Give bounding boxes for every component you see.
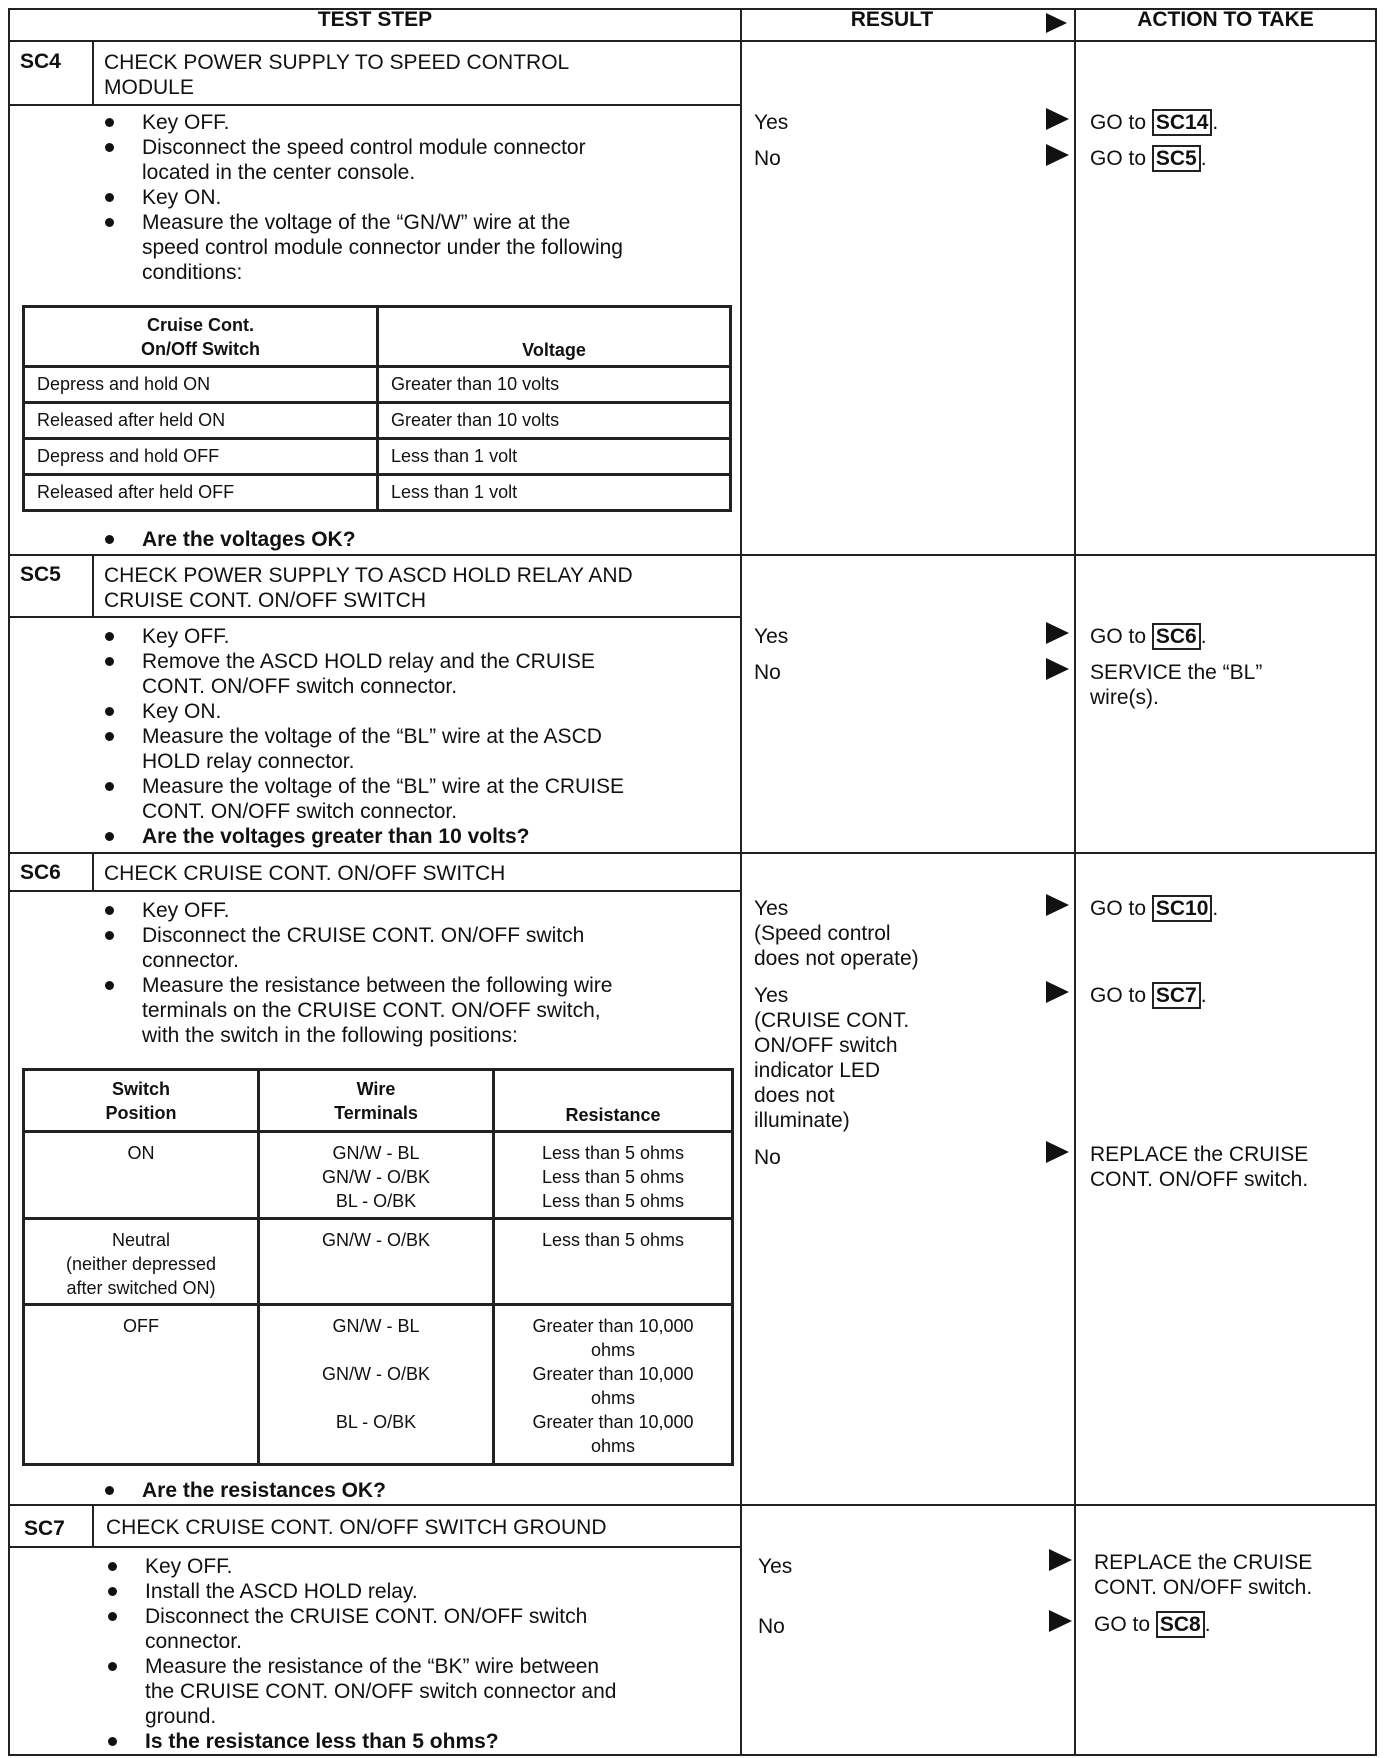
bullet-text: Key OFF. <box>142 625 230 648</box>
result-yes: Yes <box>754 625 789 648</box>
title-line: CHECK POWER SUPPLY TO SPEED CONTROL <box>104 51 570 74</box>
bullet-item <box>142 210 623 285</box>
action-suffix: . <box>1200 625 1207 648</box>
header-test-step: TEST STEP <box>317 8 433 31</box>
result-yes-speed-control <box>754 896 919 971</box>
result-text: does not <box>754 1084 835 1107</box>
bullet-text: Key OFF. <box>145 1555 233 1578</box>
bullet-text: Measure the resistance between the following wire <box>142 974 613 997</box>
action-replace-switch <box>1090 1142 1308 1192</box>
arrow-icon <box>1049 1610 1072 1632</box>
step-title-sc7 <box>106 1515 607 1540</box>
bullet-text: Measure the voltage of the “BL” wire at the CRUISE <box>142 775 625 798</box>
bullet-text: Key ON. <box>142 186 222 209</box>
bullet-text: Disconnect the CRUISE CONT. ON/OFF switch <box>145 1605 588 1628</box>
bullet-text: Install the ASCD HOLD relay. <box>145 1580 418 1603</box>
bullet-text: Measure the voltage of the “BL” wire at the ASCD <box>142 725 602 748</box>
bullet-question <box>142 1478 386 1503</box>
table-cell: Neutral (neither depressed after switched ON) <box>24 1219 259 1305</box>
step-id-sc6: SC6 <box>20 861 61 884</box>
result-yes: Yes <box>754 111 789 134</box>
rule-sc5-top <box>8 554 1377 556</box>
rule-sc5-title <box>8 616 740 618</box>
header-arrow-icon <box>1046 13 1067 33</box>
table-header: Wire Terminals <box>259 1070 494 1132</box>
action-text: GO to <box>1090 984 1147 1007</box>
result-yes: Yes <box>758 1555 793 1578</box>
rule-sc4-id <box>92 40 94 104</box>
action-text: GO to <box>1094 1613 1151 1636</box>
table-row <box>24 439 731 475</box>
table-cell: Greater than 10 volts <box>378 367 731 403</box>
action-text: GO to <box>1090 147 1147 170</box>
action-suffix: . <box>1212 111 1219 134</box>
action-text: GO to <box>1090 897 1147 920</box>
bullet-item <box>142 699 221 724</box>
question-text: Are the resistances OK? <box>142 1479 386 1502</box>
result-text: Yes <box>754 984 789 1007</box>
table-header: Switch Position <box>24 1070 259 1132</box>
table-header: Cruise Cont. On/Off Switch <box>24 307 378 367</box>
step-title-sc4 <box>104 50 569 100</box>
step-id-sc5: SC5 <box>20 563 61 586</box>
table-row <box>24 1219 733 1305</box>
action-goto-sc10 <box>1090 896 1218 921</box>
result-no: No <box>754 661 781 684</box>
bullet-text: with the switch in the following positions: <box>142 1024 518 1047</box>
arrow-icon <box>1046 622 1069 644</box>
rule-result-left <box>740 8 742 1756</box>
bullet-text: located in the center console. <box>142 161 416 184</box>
arrow-icon <box>1046 1141 1069 1163</box>
action-text: REPLACE the CRUISE <box>1090 1143 1309 1166</box>
title-line: CRUISE CONT. ON/OFF SWITCH <box>104 589 426 612</box>
action-suffix: . <box>1200 984 1207 1007</box>
bullet-text: connector. <box>142 949 239 972</box>
step-ref-link[interactable]: SC10 <box>1152 895 1213 922</box>
table-cell: Less than 1 volt <box>378 475 731 511</box>
bullet-item <box>145 1604 587 1654</box>
action-replace-switch <box>1094 1550 1312 1600</box>
bullet-question <box>142 527 356 552</box>
bullet-text: Key OFF. <box>142 111 230 134</box>
action-suffix: . <box>1212 897 1219 920</box>
step-ref-link[interactable]: SC8 <box>1156 1611 1205 1638</box>
action-goto-sc7 <box>1090 983 1207 1008</box>
bullet-text: speed control module connector under the following <box>142 236 623 259</box>
bullet-text: Remove the ASCD HOLD relay and the CRUISE <box>142 650 595 673</box>
question-text: Are the voltages OK? <box>142 528 356 551</box>
table-cell: Less than 1 volt <box>378 439 731 475</box>
step-ref-link[interactable]: SC14 <box>1152 109 1213 136</box>
arrow-icon <box>1046 144 1069 166</box>
rule-sc7-id <box>92 1504 94 1546</box>
bullet-text: HOLD relay connector. <box>142 750 355 773</box>
bullet-text: Disconnect the speed control module connector <box>142 136 586 159</box>
table-cell: OFF <box>24 1305 259 1465</box>
step-ref-link[interactable]: SC7 <box>1152 982 1201 1009</box>
table-row <box>24 367 731 403</box>
step-id-sc4: SC4 <box>20 50 61 73</box>
step-ref-link[interactable]: SC5 <box>1152 145 1201 172</box>
action-goto-sc8 <box>1094 1612 1211 1637</box>
table-row <box>24 475 731 511</box>
rule-sc6-top <box>8 852 1377 854</box>
result-text: indicator LED <box>754 1059 881 1082</box>
bullet-item <box>145 1579 418 1604</box>
question-text: Are the voltages greater than 10 volts? <box>142 825 530 848</box>
arrow-icon <box>1049 1549 1072 1571</box>
arrow-icon <box>1046 894 1069 916</box>
bullet-item <box>142 185 221 210</box>
result-text: (CRUISE CONT. <box>754 1009 910 1032</box>
result-text: does not operate) <box>754 947 919 970</box>
bullet-item <box>145 1554 233 1579</box>
action-goto-sc14 <box>1090 110 1218 135</box>
rule-sc6-title <box>8 890 740 892</box>
rule-header-bottom <box>8 40 1377 42</box>
action-text: SERVICE the “BL” <box>1090 661 1263 684</box>
table-cell: Depress and hold OFF <box>24 439 378 475</box>
result-text: ON/OFF switch <box>754 1034 898 1057</box>
table-cell: Released after held ON <box>24 403 378 439</box>
bullet-text: Key OFF. <box>142 899 230 922</box>
bullet-item <box>142 724 602 774</box>
title-line: MODULE <box>104 76 194 99</box>
table-cell: Depress and hold ON <box>24 367 378 403</box>
table-cell: Greater than 10 volts <box>378 403 731 439</box>
bullet-text: Measure the resistance of the “BK” wire between <box>145 1655 600 1678</box>
action-text: GO to <box>1090 111 1147 134</box>
table-cell: GN/W - O/BK <box>259 1219 494 1305</box>
bullet-text: connector. <box>145 1630 242 1653</box>
result-yes-led <box>754 983 909 1133</box>
rule-sc7-title <box>8 1546 740 1548</box>
rule-sc4-title <box>8 104 740 106</box>
bullet-question <box>142 824 529 849</box>
step-title-sc6 <box>104 861 505 886</box>
rule-action-left <box>1074 8 1076 1756</box>
table-header: Voltage <box>378 307 731 367</box>
result-text: Yes <box>754 897 789 920</box>
bullet-item <box>142 135 586 185</box>
arrow-icon <box>1046 981 1069 1003</box>
table-cell: GN/W - BL GN/W - O/BK BL - O/BK <box>259 1132 494 1219</box>
rule-sc5-id <box>92 554 94 616</box>
result-text: illuminate) <box>754 1109 850 1132</box>
title-line: CHECK POWER SUPPLY TO ASCD HOLD RELAY AND <box>104 564 633 587</box>
bullet-item <box>142 649 595 699</box>
action-text: REPLACE the CRUISE <box>1094 1551 1313 1574</box>
step-id-sc7: SC7 <box>24 1517 65 1540</box>
table-row <box>24 403 731 439</box>
rule-sc6-id <box>92 852 94 890</box>
bullet-text: Key ON. <box>142 700 222 723</box>
bullet-text: conditions: <box>142 261 243 284</box>
table-cell: ON <box>24 1132 259 1219</box>
bullet-text: CONT. ON/OFF switch connector. <box>142 800 458 823</box>
bullet-item <box>142 923 584 973</box>
table-row <box>24 1305 733 1465</box>
table-cell: Less than 5 ohms <box>494 1219 733 1305</box>
table-cell: Less than 5 ohms Less than 5 ohms Less than 5 ohms <box>494 1132 733 1219</box>
action-text: wire(s). <box>1090 686 1159 709</box>
result-text: (Speed control <box>754 922 891 945</box>
rule-bottom <box>8 1754 1377 1756</box>
step-title-sc5 <box>104 563 633 613</box>
bullet-item <box>142 898 230 923</box>
bullet-text: Disconnect the CRUISE CONT. ON/OFF switch <box>142 924 585 947</box>
title-line: CHECK CRUISE CONT. ON/OFF SWITCH <box>104 862 506 885</box>
result-no: No <box>754 1146 781 1169</box>
arrow-icon <box>1046 108 1069 130</box>
action-goto-sc5 <box>1090 146 1207 171</box>
rule-left <box>8 8 10 1756</box>
action-suffix: . <box>1204 1613 1211 1636</box>
bullet-text: the CRUISE CONT. ON/OFF switch connector and <box>145 1680 617 1703</box>
result-no: No <box>758 1615 785 1638</box>
rule-sc7-top <box>8 1504 1377 1506</box>
bullet-text: terminals on the CRUISE CONT. ON/OFF switch, <box>142 999 601 1022</box>
header-action: ACTION TO TAKE <box>1137 8 1314 31</box>
question-text: Is the resistance less than 5 ohms? <box>145 1730 499 1753</box>
bullet-item <box>142 774 624 824</box>
action-text: GO to <box>1090 625 1147 648</box>
bullet-item <box>142 973 612 1048</box>
table-row <box>24 1132 733 1219</box>
title-line: CHECK CRUISE CONT. ON/OFF SWITCH GROUND <box>106 1516 607 1539</box>
bullet-text: Measure the voltage of the “GN/W” wire at the <box>142 211 571 234</box>
bullet-question <box>145 1729 499 1754</box>
action-text: CONT. ON/OFF switch. <box>1094 1576 1313 1599</box>
action-suffix: . <box>1200 147 1207 170</box>
table-cell: Released after held OFF <box>24 475 378 511</box>
resistance-table <box>22 1068 734 1466</box>
arrow-icon <box>1046 658 1069 680</box>
step-ref-link[interactable]: SC6 <box>1152 623 1201 650</box>
voltage-table <box>22 305 732 512</box>
rule-right <box>1375 8 1377 1756</box>
bullet-item <box>145 1654 616 1729</box>
bullet-item <box>142 110 230 135</box>
table-header: Resistance <box>494 1070 733 1132</box>
action-text: CONT. ON/OFF switch. <box>1090 1168 1309 1191</box>
table-cell: GN/W - BL GN/W - O/BK BL - O/BK <box>259 1305 494 1465</box>
bullet-item <box>142 624 230 649</box>
bullet-text: ground. <box>145 1705 217 1728</box>
result-no: No <box>754 147 781 170</box>
table-cell: Greater than 10,000 ohms Greater than 10,000 ohms Greater than 10,000 ohms <box>494 1305 733 1465</box>
bullet-text: CONT. ON/OFF switch connector. <box>142 675 458 698</box>
action-goto-sc6 <box>1090 624 1207 649</box>
action-service-bl <box>1090 660 1262 710</box>
header-result: RESULT <box>850 8 934 31</box>
